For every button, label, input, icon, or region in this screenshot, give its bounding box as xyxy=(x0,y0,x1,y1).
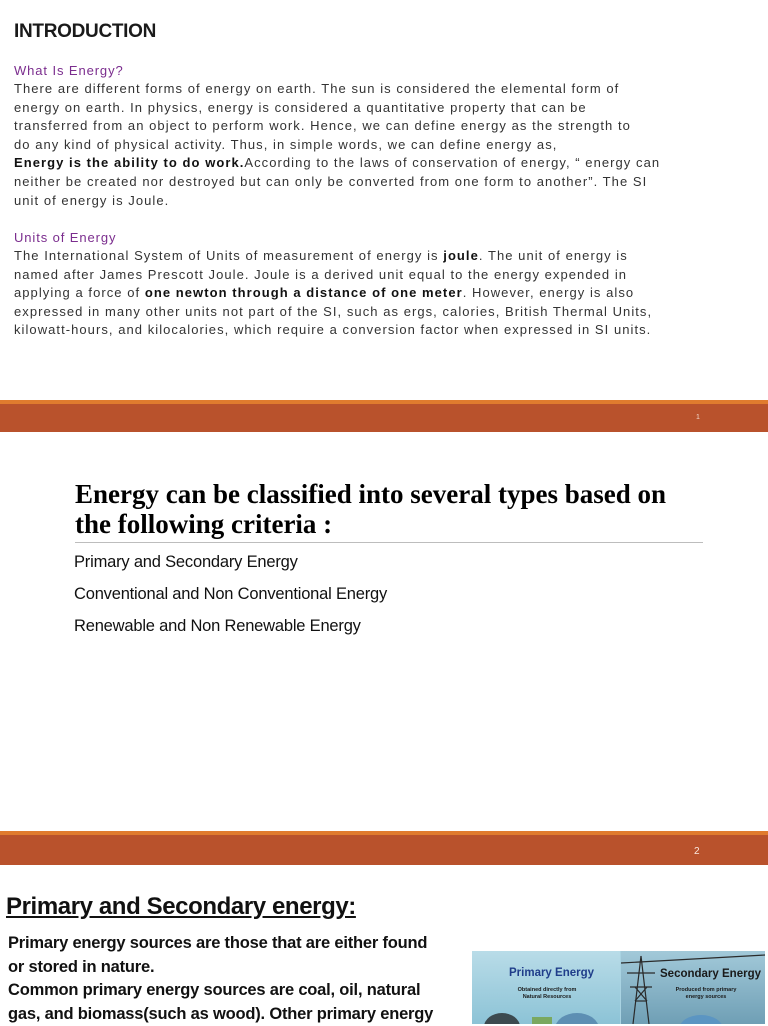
footer-bar-slide-2 xyxy=(0,835,768,865)
text-line: do any kind of physical activity. Thus, in simple words, we can define energy as, xyxy=(14,136,759,155)
text-line: kilowatt-hours, and kilocalories, which require a conversion factor when expressed in SI units. xyxy=(14,321,759,340)
image-caption: Obtained directly from Natural Resources xyxy=(512,987,582,1001)
title-divider xyxy=(75,542,703,543)
secondary-energy-panel xyxy=(621,951,765,1024)
text-line: transferred from an object to perform work. Hence, we can define energy as the strength to xyxy=(14,117,759,136)
page-number: 2 xyxy=(694,846,700,857)
primary-energy-panel xyxy=(472,951,620,1024)
image-label: Secondary Energy xyxy=(660,968,761,980)
text-line: named after James Prescott Joule. Joule is a derived unit equal to the energy expended in xyxy=(14,266,759,285)
text-line: There are different forms of energy on earth. The sun is considered the elemental form of xyxy=(14,80,759,99)
list-item: Conventional and Non Conventional Energy xyxy=(74,585,387,604)
text-line xyxy=(14,247,759,266)
list-item: Primary and Secondary Energy xyxy=(74,553,298,572)
image-label: Primary Energy xyxy=(509,967,594,979)
text-line: energy on earth. In physics, energy is considered a quantitative property that can be xyxy=(14,99,759,118)
slide-introduction xyxy=(0,0,768,400)
text-line: or stored in nature. xyxy=(8,956,463,980)
text-line xyxy=(14,154,759,173)
paragraph-primary-secondary xyxy=(8,932,463,1026)
slide-3-title: Primary and Secondary energy: xyxy=(6,893,356,921)
text-span: The International System of Units of measurement of energy is xyxy=(14,248,443,263)
subheading-units-of-energy: Units of Energy xyxy=(14,230,116,245)
footer-bar-slide-1 xyxy=(0,404,768,432)
bold-term-newton-meter: one newton through a distance of one meter xyxy=(145,285,463,300)
landscape-icon xyxy=(472,1003,620,1024)
page-number: 1 xyxy=(696,414,700,421)
paragraph-units-of-energy xyxy=(14,247,759,340)
text-span: . However, energy is also xyxy=(463,285,634,300)
energy-definition: Energy is the ability to do work. xyxy=(14,155,244,170)
text-line: unit of energy is Joule. xyxy=(14,192,759,211)
energy-illustration xyxy=(472,951,765,1024)
text-span: According to the laws of conservation of energy, “ energy can xyxy=(244,155,660,170)
bold-term-joule: joule xyxy=(443,248,479,263)
text-line: gas, and biomass(such as wood). Other primary energy xyxy=(8,1003,463,1026)
text-line: Primary energy sources are those that are either found xyxy=(8,932,463,956)
page-title: INTRODUCTION xyxy=(14,21,156,43)
text-span: applying a force of xyxy=(14,285,145,300)
text-line: Common primary energy sources are coal, oil, natural xyxy=(8,979,463,1003)
text-line: neither be created nor destroyed but can only be converted from one form to another”. The SI xyxy=(14,173,759,192)
text-span: . The unit of energy is xyxy=(479,248,628,263)
subheading-what-is-energy: What Is Energy? xyxy=(14,63,124,78)
paragraph-what-is-energy xyxy=(14,80,759,210)
slide-2-title: Energy can be classified into several types based on the following criteria : xyxy=(75,479,705,539)
text-line: expressed in many other units not part of the SI, such as ergs, calories, British Thermal Units, xyxy=(14,303,759,322)
image-caption: Produced from primary energy sources xyxy=(671,987,741,1001)
text-line xyxy=(14,284,759,303)
list-item: Renewable and Non Renewable Energy xyxy=(74,617,361,636)
